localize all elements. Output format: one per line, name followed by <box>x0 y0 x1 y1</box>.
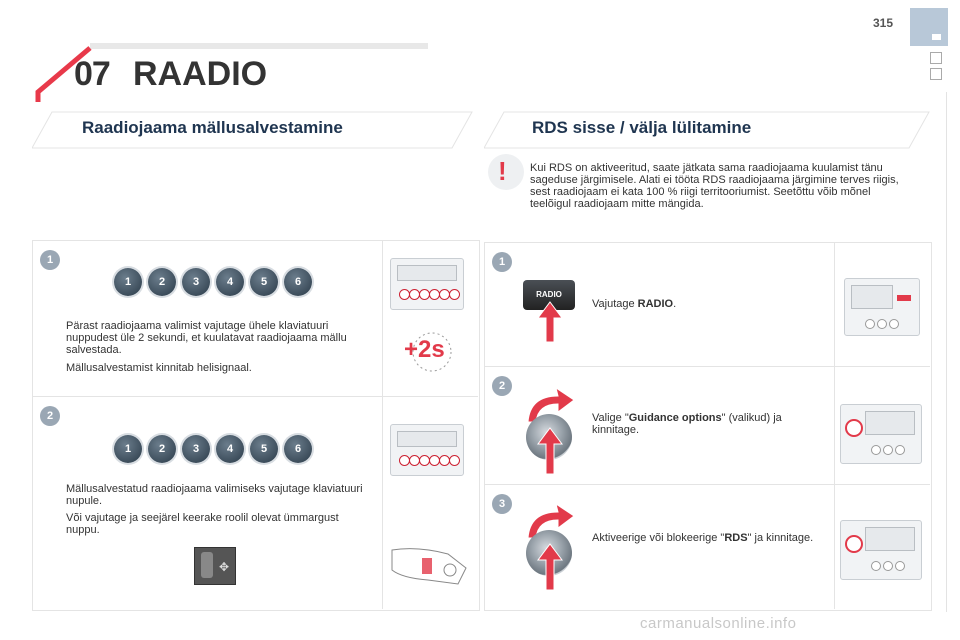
step-number-badge: 1 <box>492 252 512 272</box>
step-instruction-alt: Või vajutage ja seejärel keerake roolil olevat ümmargust nuppu. <box>66 512 339 536</box>
step-number-badge: 2 <box>492 376 512 396</box>
nav-square-icon <box>930 52 942 64</box>
left-section-title: Raadiojaama mällusalvestamine <box>82 118 343 137</box>
preset-key[interactable]: 6 <box>284 435 312 463</box>
divider <box>484 366 930 367</box>
hold-duration-badge <box>398 330 458 374</box>
hold-duration-label: +2s <box>404 336 445 363</box>
steering-control-icon: ✥ <box>194 547 236 585</box>
preset-key[interactable]: 3 <box>182 268 210 296</box>
radio-unit-illustration <box>390 424 464 476</box>
preset-key[interactable]: 4 <box>216 435 244 463</box>
watermark: carmanualsonline.info <box>640 615 797 632</box>
warning-icon: ! <box>488 154 524 190</box>
radio-unit-illustration <box>844 278 920 336</box>
preset-key[interactable]: 6 <box>284 268 312 296</box>
preset-key[interactable]: 2 <box>148 435 176 463</box>
divider <box>382 240 383 609</box>
preset-key[interactable]: 1 <box>114 268 142 296</box>
step-number-badge: 2 <box>40 406 60 426</box>
step-number-badge: 3 <box>492 494 512 514</box>
chapter-tab-marker <box>932 34 941 40</box>
page-edge-rule <box>946 92 947 612</box>
steering-stalk-icon <box>388 540 470 594</box>
preset-key[interactable]: 5 <box>250 268 278 296</box>
press-arrow-icon <box>536 542 564 592</box>
radio-unit-illustration <box>840 520 922 580</box>
preset-key[interactable]: 5 <box>250 435 278 463</box>
radio-unit-illustration <box>390 258 464 310</box>
warning-box <box>484 150 930 240</box>
step-instruction: Vajutage RADIO. <box>592 298 677 310</box>
preset-keypad <box>114 435 312 463</box>
preset-key[interactable]: 3 <box>182 435 210 463</box>
step-instruction: Aktiveerige või blokeerige "RDS" ja kinnitage. <box>592 532 814 544</box>
divider <box>484 484 930 485</box>
nav-square-icon <box>930 68 942 80</box>
preset-key[interactable]: 2 <box>148 268 176 296</box>
warning-text: Kui RDS on aktiveeritud, saate jätkata sama raadiojaama kuulamist tänu sageduse järgimisele. Alati ei tööta RDS raadiojaama järgimine terves riigis, sest raadiojaam ei kata 100 % riigi territooriumist. Seetõttu võib mõnel teelõigul raadiojaam mitte mängida. <box>530 162 899 210</box>
page-number: 315 <box>873 16 894 30</box>
preset-key[interactable]: 1 <box>114 435 142 463</box>
press-arrow-icon <box>536 426 564 476</box>
radio-unit-illustration <box>840 404 922 464</box>
divider <box>834 242 835 609</box>
step-number-badge: 1 <box>40 250 60 270</box>
step-confirmation: Mällusalvestamist kinnitab helisignaal. <box>66 362 252 374</box>
preset-key[interactable]: 4 <box>216 268 244 296</box>
radio-button[interactable]: RADIO <box>523 280 575 310</box>
chapter-tab <box>910 8 948 46</box>
right-section-title: RDS sisse / välja lülitamine <box>532 118 752 137</box>
chapter-title: RAADIO <box>133 55 268 93</box>
preset-keypad <box>114 268 312 296</box>
press-arrow-icon <box>536 300 564 344</box>
chapter-number: 07 <box>74 55 110 93</box>
step-instruction: Mällusalvestatud raadiojaama valimiseks vajutage klaviatuuri nupule. <box>66 483 363 507</box>
step-instruction: Pärast raadiojaama valimist vajutage ühele klaviatuuri nuppudest üle 2 sekundi, et kuulatavat raadiojaama mällu salvestada. <box>66 320 347 356</box>
step-instruction: Valige "Guidance options" (valikud) ja kinnitage. <box>592 412 782 436</box>
divider <box>32 396 478 397</box>
